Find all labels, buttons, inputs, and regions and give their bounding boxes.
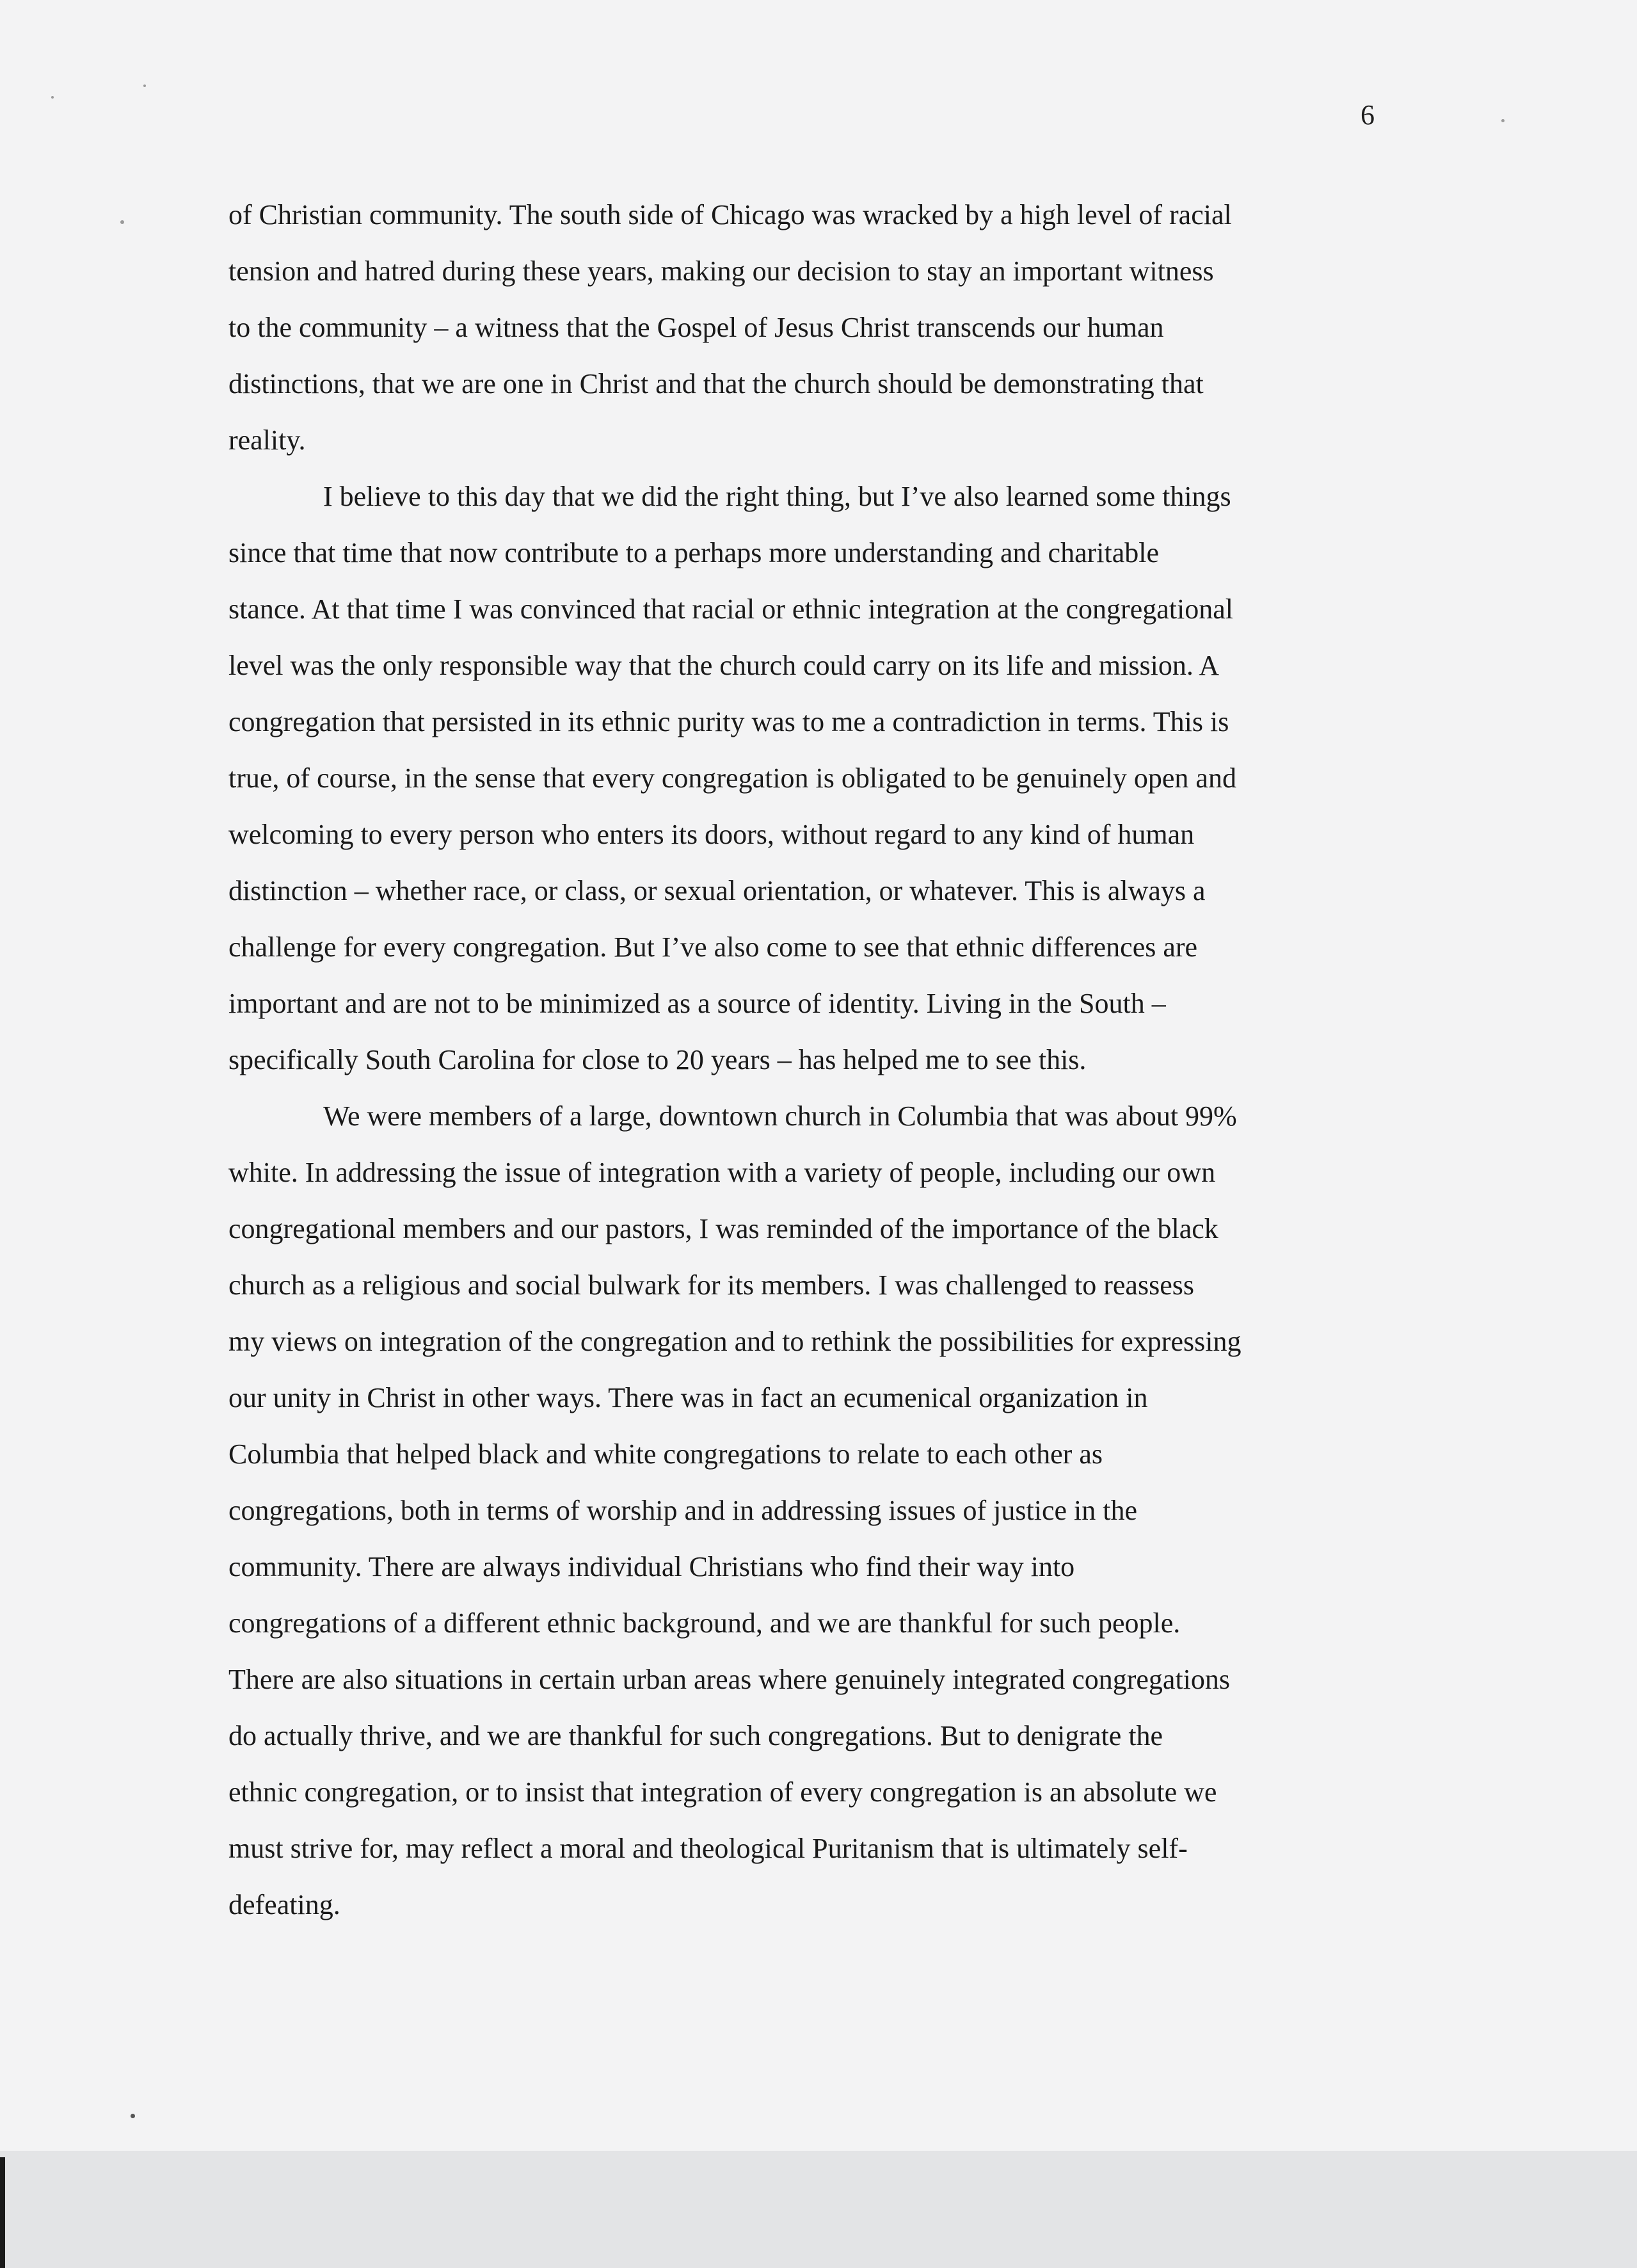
- text-line: tension and hatred during these years, making our decision to stay an important witness: [228, 255, 1214, 287]
- scan-speck: [51, 96, 54, 99]
- scanner-bed-margin: [0, 2151, 1637, 2268]
- text-line: There are also situations in certain urban areas where genuinely integrated congregations: [228, 1664, 1231, 1695]
- body-text: [228, 187, 1380, 1933]
- text-line: specifically South Carolina for close to 20 years – has helped me to see this.: [228, 1044, 1087, 1075]
- text-line: challenge for every congregation. But I’ve also come to see that ethnic differences are: [228, 931, 1198, 963]
- text-line: to the community – a witness that the Gospel of Jesus Christ transcends our human: [228, 312, 1164, 343]
- text-line: true, of course, in the sense that every congregation is obligated to be genuinely open and: [228, 762, 1236, 794]
- text-line: welcoming to every person who enters its doors, without regard to any kind of human: [228, 819, 1195, 850]
- text-line: white. In addressing the issue of integration with a variety of people, including our own: [228, 1157, 1216, 1188]
- text-line: distinctions, that we are one in Christ and that the church should be demonstrating that: [228, 368, 1204, 399]
- text-line: reality.: [228, 424, 306, 456]
- text-line: of Christian community. The south side of Chicago was wracked by a high level of racial: [228, 199, 1232, 230]
- text-line: stance. At that time I was convinced that racial or ethnic integration at the congregational: [228, 593, 1233, 625]
- paragraph-first-line: We were members of a large, downtown church in Columbia that was about 99%: [323, 1100, 1237, 1132]
- scan-speck: [120, 220, 124, 224]
- text-line: ethnic congregation, or to insist that integration of every congregation is an absolute we: [228, 1776, 1217, 1808]
- page-number: 6: [1361, 99, 1375, 131]
- text-line: important and are not to be minimized as a source of identity. Living in the South –: [228, 988, 1166, 1019]
- text-line: must strive for, may reflect a moral and theological Puritanism that is ultimately self-: [228, 1833, 1188, 1864]
- text-line: since that time that now contribute to a perhaps more understanding and charitable: [228, 537, 1159, 568]
- scan-speck: [131, 2114, 135, 2118]
- scan-speck: [1501, 119, 1505, 122]
- paragraph-first-line: I believe to this day that we did the right thing, but I’ve also learned some things: [323, 481, 1231, 512]
- text-line: my views on integration of the congregation and to rethink the possibilities for expressing: [228, 1326, 1242, 1357]
- text-line: community. There are always individual Christians who find their way into: [228, 1551, 1075, 1582]
- text-line: our unity in Christ in other ways. There was in fact an ecumenical organization in: [228, 1382, 1148, 1413]
- text-line: defeating.: [228, 1889, 340, 1920]
- text-line: congregations, both in terms of worship and in addressing issues of justice in the: [228, 1495, 1137, 1526]
- scan-speck: [143, 84, 146, 87]
- text-line: distinction – whether race, or class, or sexual orientation, or whatever. This is always a: [228, 875, 1206, 906]
- text-line: congregations of a different ethnic background, and we are thankful for such people.: [228, 1607, 1181, 1639]
- text-line: level was the only responsible way that the church could carry on its life and mission. A: [228, 650, 1220, 681]
- text-line: congregation that persisted in its ethnic purity was to me a contradiction in terms. This is: [228, 706, 1229, 737]
- text-line: Columbia that helped black and white congregations to relate to each other as: [228, 1438, 1103, 1470]
- scan-edge-shadow: [0, 2157, 5, 2268]
- text-line: church as a religious and social bulwark for its members. I was challenged to reassess: [228, 1269, 1194, 1301]
- text-line: congregational members and our pastors, I was reminded of the importance of the black: [228, 1213, 1218, 1244]
- text-line: do actually thrive, and we are thankful for such congregations. But to denigrate the: [228, 1720, 1163, 1751]
